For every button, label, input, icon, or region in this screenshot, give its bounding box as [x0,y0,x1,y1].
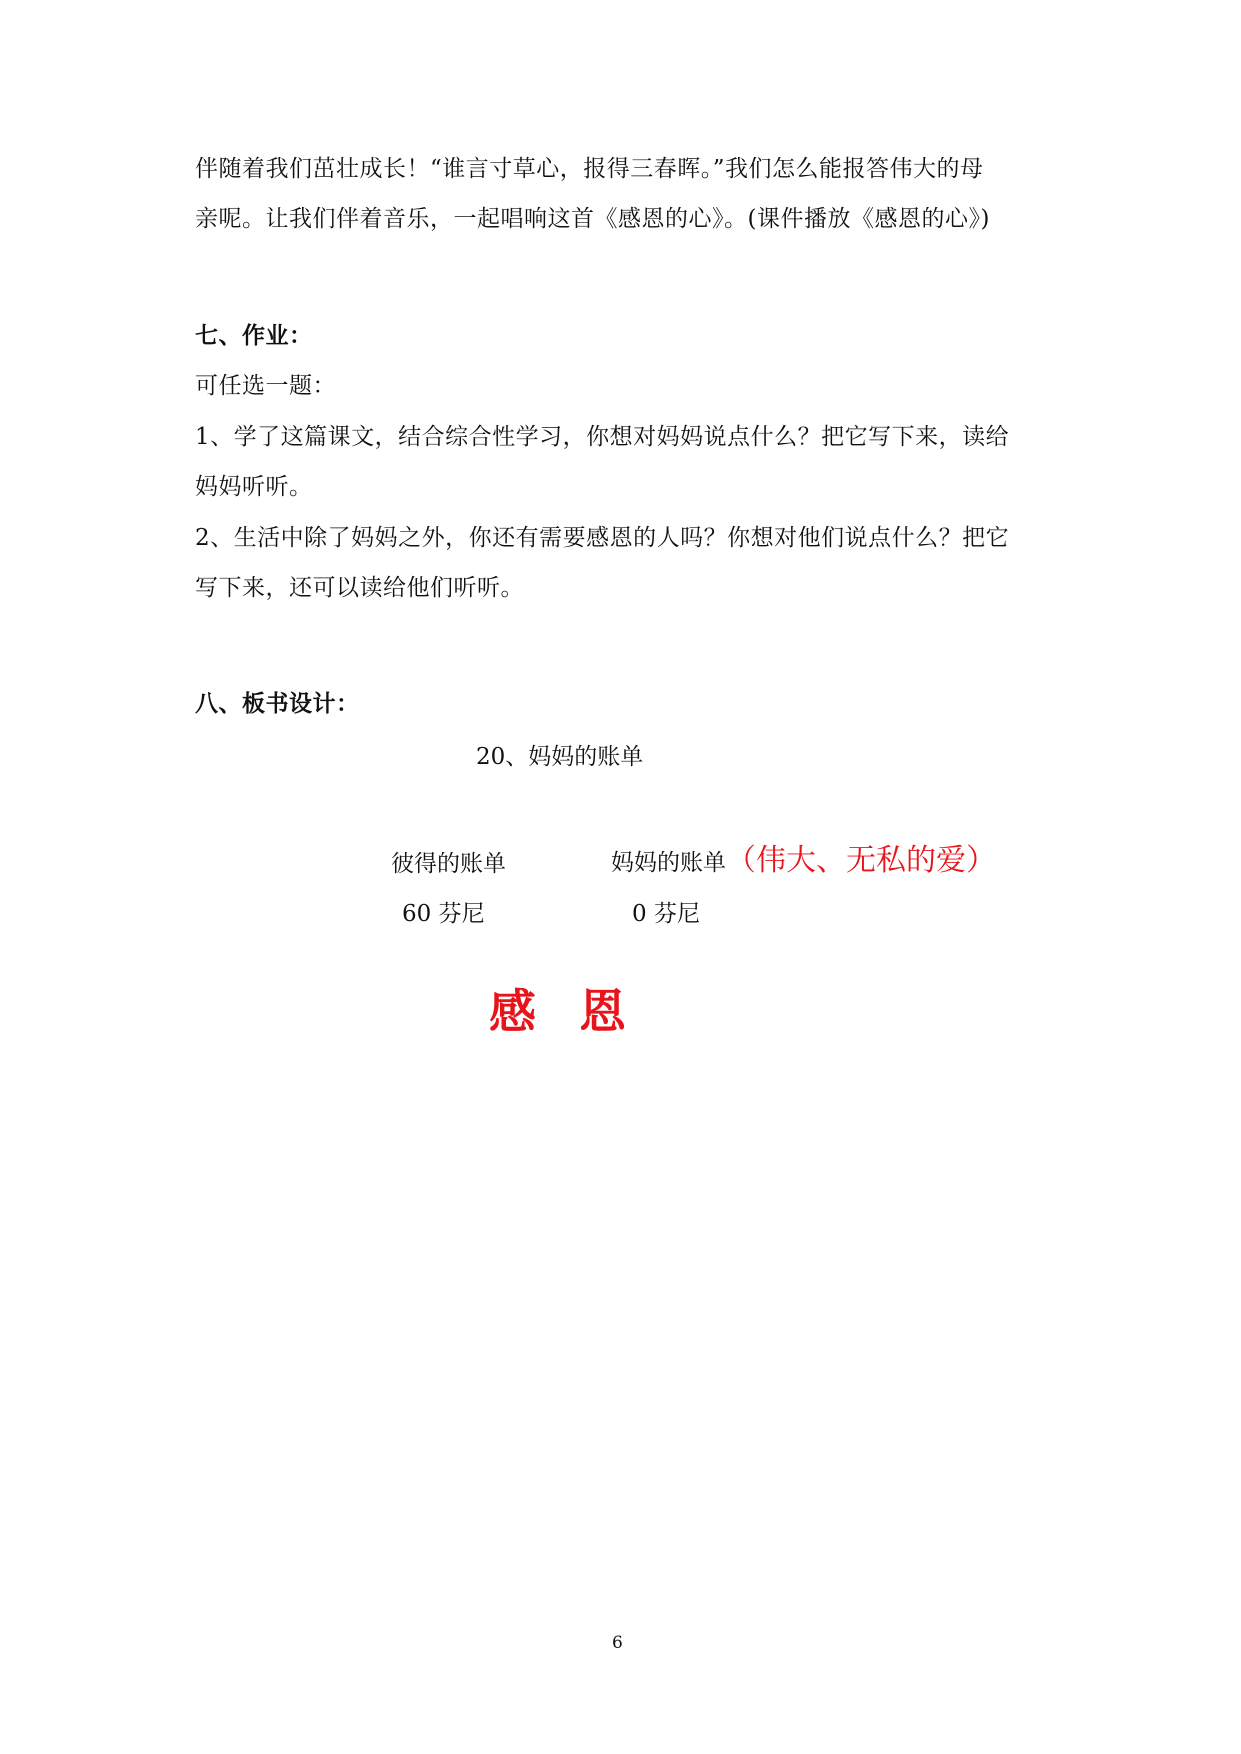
board-right-label-row [611,845,996,879]
homework-instruction: 可任选一题： [195,373,336,399]
board-right-label: 妈妈的账单 [611,850,726,876]
homework-item-1-line-1: 1、学了这篇课文，结合综合性学习，你想对妈妈说点什么？把它写下来，读给 [195,424,1010,450]
page-number: 6 [612,1633,623,1653]
board-heading: 八、板书设计： [195,691,360,717]
thanks-char-2: 恩 [579,985,626,1040]
homework-item-1-line-2: 妈妈听听。 [195,474,313,500]
thanks-char-1: 感 [489,985,536,1040]
homework-item-2-line-1: 2、生活中除了妈妈之外，你还有需要感恩的人吗？你想对他们说点什么？把它 [195,525,1010,551]
board-left-label: 彼得的账单 [391,851,506,877]
intro-line-1: 伴随着我们茁壮成长！“谁言寸草心，报得三春晖。”我们怎么能报答伟大的母 [195,156,984,182]
board-right-amount: 0 芬尼 [632,901,700,927]
board-right-note: （伟大、无私的爱） [726,843,996,878]
homework-item-2-line-2: 写下来，还可以读给他们听听。 [195,575,524,601]
board-left-amount: 60 芬尼 [402,901,485,927]
homework-heading: 七、作业： [195,323,313,349]
intro-line-2: 亲呢。让我们伴着音乐，一起唱响这首《感恩的心》。(课件播放《感恩的心》) [195,206,990,232]
board-title: 20、妈妈的账单 [476,744,644,770]
